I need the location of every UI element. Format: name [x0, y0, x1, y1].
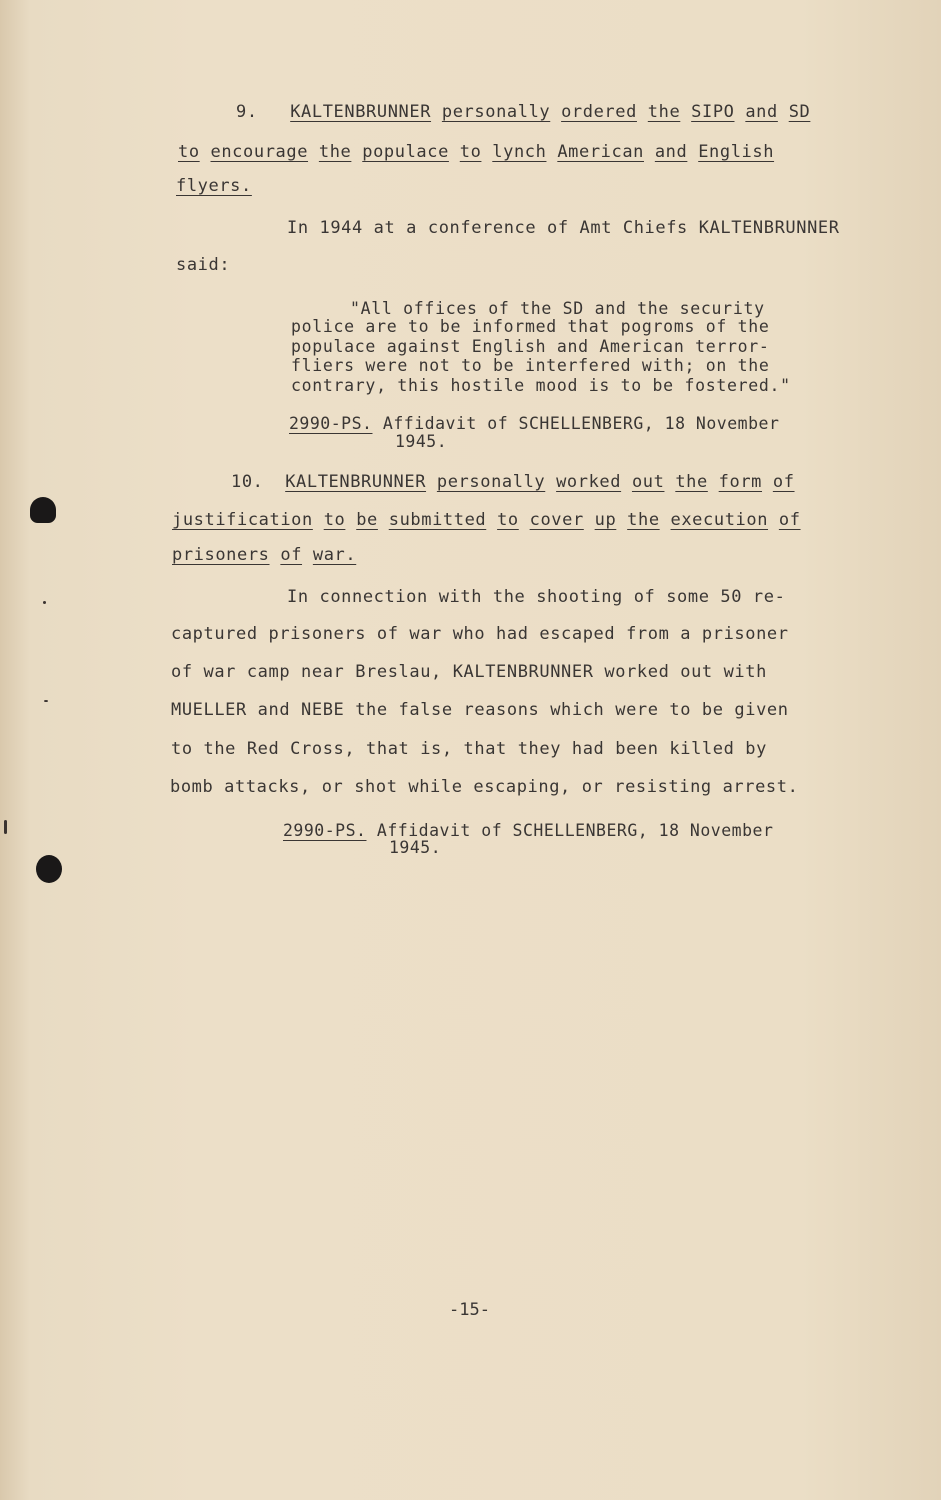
- word: to: [459, 142, 482, 162]
- citation-2: [283, 821, 773, 840]
- item10-heading-line2: [172, 510, 801, 530]
- word: to: [323, 510, 346, 530]
- item9-heading-line2: [178, 142, 774, 162]
- word: submitted: [388, 510, 487, 530]
- quote-line5: contrary, this hostile mood is to be fostered.": [291, 376, 791, 395]
- word: personally: [441, 102, 551, 122]
- word: prisoners: [172, 545, 270, 565]
- word: the: [627, 510, 660, 530]
- word: the: [647, 102, 681, 122]
- item10-heading-line1: [231, 472, 795, 492]
- para2-line5: to the Red Cross, that is, that they had been killed by: [171, 739, 767, 759]
- item-number: 9.: [236, 102, 258, 122]
- word: out: [631, 472, 665, 492]
- quote-line4: fliers were not to be interfered with; on the: [291, 356, 770, 375]
- word: SD: [788, 102, 811, 122]
- paper-speck: [43, 601, 46, 604]
- word: war.: [312, 545, 357, 565]
- item9-heading-line3: flyers.: [176, 176, 252, 196]
- citation-1-year: 1945.: [395, 432, 448, 451]
- word: and: [654, 142, 688, 162]
- word: encourage: [210, 142, 309, 162]
- para2-line6: bomb attacks, or shot while escaping, or resisting arrest.: [170, 777, 799, 797]
- word: justification: [172, 510, 313, 530]
- para1-line1: In 1944 at a conference of Amt Chiefs KALTENBRUNNER: [287, 218, 840, 238]
- item10-heading-line3: [172, 545, 356, 565]
- quote-line3: populace against English and American terror-: [291, 337, 770, 356]
- citation-text: Affidavit of SCHELLENBERG, 18 November: [376, 821, 774, 840]
- word: of: [280, 545, 303, 565]
- word: KALTENBRUNNER: [285, 472, 427, 492]
- word: be: [356, 510, 378, 530]
- citation-ref: 2990-PS.: [289, 414, 373, 433]
- page-number: -15-: [449, 1300, 490, 1320]
- citation-text: Affidavit of SCHELLENBERG, 18 November: [382, 414, 780, 433]
- para2-line3: of war camp near Breslau, KALTENBRUNNER worked out with: [171, 662, 767, 682]
- item9-heading-line1: [236, 102, 810, 122]
- para2-line1: In connection with the shooting of some 50 re-: [287, 587, 786, 607]
- word: the: [318, 142, 352, 162]
- para1-line2: said:: [176, 255, 231, 275]
- para2-line2: captured prisoners of war who had escaped from a prisoner: [171, 624, 789, 644]
- word: to: [178, 142, 200, 162]
- word: American: [557, 142, 644, 162]
- paper-speck: [4, 820, 7, 834]
- word: to: [497, 510, 519, 530]
- word: KALTENBRUNNER: [290, 102, 432, 122]
- word: lynch: [492, 142, 547, 162]
- word: of: [778, 510, 801, 530]
- word: personally: [436, 472, 546, 492]
- word: cover: [529, 510, 584, 530]
- word: and: [745, 102, 778, 122]
- word: worked: [556, 472, 622, 492]
- word: execution: [670, 510, 769, 530]
- word: SIPO: [691, 102, 735, 122]
- citation-1: [289, 414, 779, 433]
- word: ordered: [561, 102, 637, 122]
- binder-hole-mark: [36, 855, 62, 883]
- word: of: [772, 472, 795, 492]
- binder-hole-mark: [30, 497, 56, 523]
- citation-2-year: 1945.: [389, 838, 442, 857]
- item-number: 10.: [231, 472, 264, 492]
- word: English: [698, 142, 775, 162]
- word: the: [675, 472, 708, 492]
- word: form: [718, 472, 763, 492]
- citation-ref: 2990-PS.: [283, 821, 367, 840]
- para2-line4: MUELLER and NEBE the false reasons which were to be given: [171, 700, 789, 720]
- quote-line2: police are to be informed that pogroms of the: [291, 317, 770, 336]
- paper-speck: [44, 700, 48, 702]
- word: populace: [362, 142, 449, 162]
- quote-line1: "All offices of the SD and the security: [350, 299, 765, 318]
- word: up: [594, 510, 617, 530]
